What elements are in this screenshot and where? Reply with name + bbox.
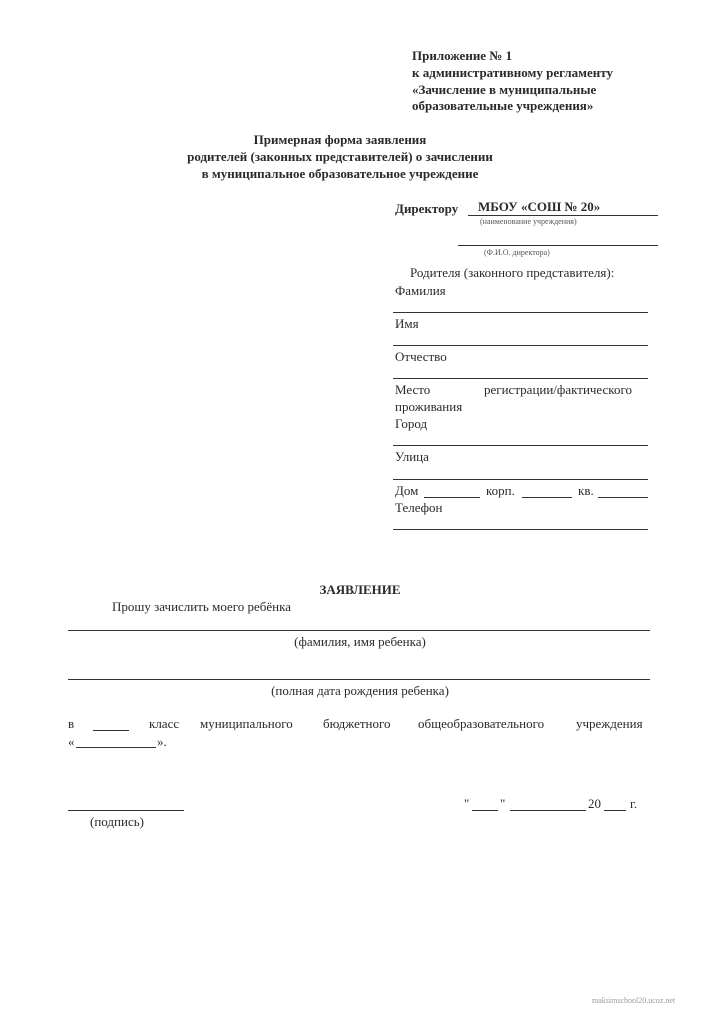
patronymic-label: Отчество [395, 349, 447, 364]
word-general: общеобразовательного [418, 716, 545, 731]
signature-caption: (подпись) [90, 814, 144, 829]
city-field[interactable] [393, 445, 648, 446]
house-field[interactable] [424, 497, 480, 498]
child-name-field[interactable] [68, 630, 650, 631]
date-quote-open: " [464, 796, 470, 811]
year-prefix: 20 [588, 796, 601, 811]
place-word: Место [395, 382, 431, 397]
year-suffix: г. [630, 796, 638, 811]
residence-word: проживания [395, 399, 463, 414]
date-year-field[interactable] [604, 810, 626, 811]
appendix-line-2: «Зачисление в муниципальные [412, 82, 597, 97]
parent-heading: Родителя (законного представителя): [410, 265, 615, 280]
city-label: Город [395, 416, 428, 431]
appendix-title: Приложение № 1 [412, 48, 513, 63]
class-number-field[interactable] [93, 730, 129, 731]
school-underline [468, 215, 658, 216]
word-in: в [68, 716, 75, 731]
close-quote: ». [157, 734, 167, 749]
site-watermark: maksimschool20.ucoz.net [592, 996, 676, 1005]
street-field[interactable] [393, 479, 648, 480]
word-institution: учреждения [576, 716, 643, 731]
director-fio-field[interactable] [458, 245, 658, 246]
street-label: Улица [395, 449, 429, 464]
building-label: корп. [486, 483, 515, 498]
name-field[interactable] [393, 345, 648, 346]
form-title-line-3: в муниципальное образовательное учреждение [201, 166, 479, 181]
statement-title: ЗАЯВЛЕНИЕ [319, 582, 401, 597]
date-month-field[interactable] [510, 810, 586, 811]
director-fio-caption: (Ф.И.О. директора) [484, 248, 550, 257]
apartment-label: кв. [578, 483, 594, 498]
form-title-line-1: Примерная форма заявления [253, 132, 427, 147]
school-short-name-field[interactable] [76, 747, 156, 748]
school-caption: (наименование учреждения) [480, 217, 577, 226]
house-label: Дом [395, 483, 419, 498]
registration-word: регистрации/фактического [484, 382, 632, 397]
date-quote-close: " [500, 796, 506, 811]
phone-field[interactable] [393, 529, 648, 530]
birth-date-field[interactable] [68, 679, 650, 680]
date-day-field[interactable] [472, 810, 498, 811]
building-field[interactable] [522, 497, 572, 498]
birth-date-caption: (полная дата рождения ребенка) [271, 683, 449, 698]
request-text: Прошу зачислить моего ребёнка [112, 599, 292, 614]
phone-label: Телефон [395, 500, 443, 515]
school-name: МБОУ «СОШ № 20» [478, 199, 601, 214]
signature-field[interactable] [68, 810, 184, 811]
surname-label: Фамилия [395, 283, 446, 298]
word-municipal: муниципального [200, 716, 293, 731]
director-label: Директору [395, 201, 459, 216]
surname-field[interactable] [393, 312, 648, 313]
name-label: Имя [395, 316, 419, 331]
child-name-caption: (фамилия, имя ребенка) [294, 634, 426, 649]
open-quote: « [68, 734, 75, 749]
appendix-line-1: к административному регламенту [412, 65, 613, 80]
patronymic-field[interactable] [393, 378, 648, 379]
form-title-line-2: родителей (законных представителей) о зачислении [187, 149, 493, 164]
word-class: класс [149, 716, 180, 731]
word-budget: бюджетного [323, 716, 391, 731]
apartment-field[interactable] [598, 497, 648, 498]
appendix-line-3: образовательные учреждения» [412, 98, 594, 113]
